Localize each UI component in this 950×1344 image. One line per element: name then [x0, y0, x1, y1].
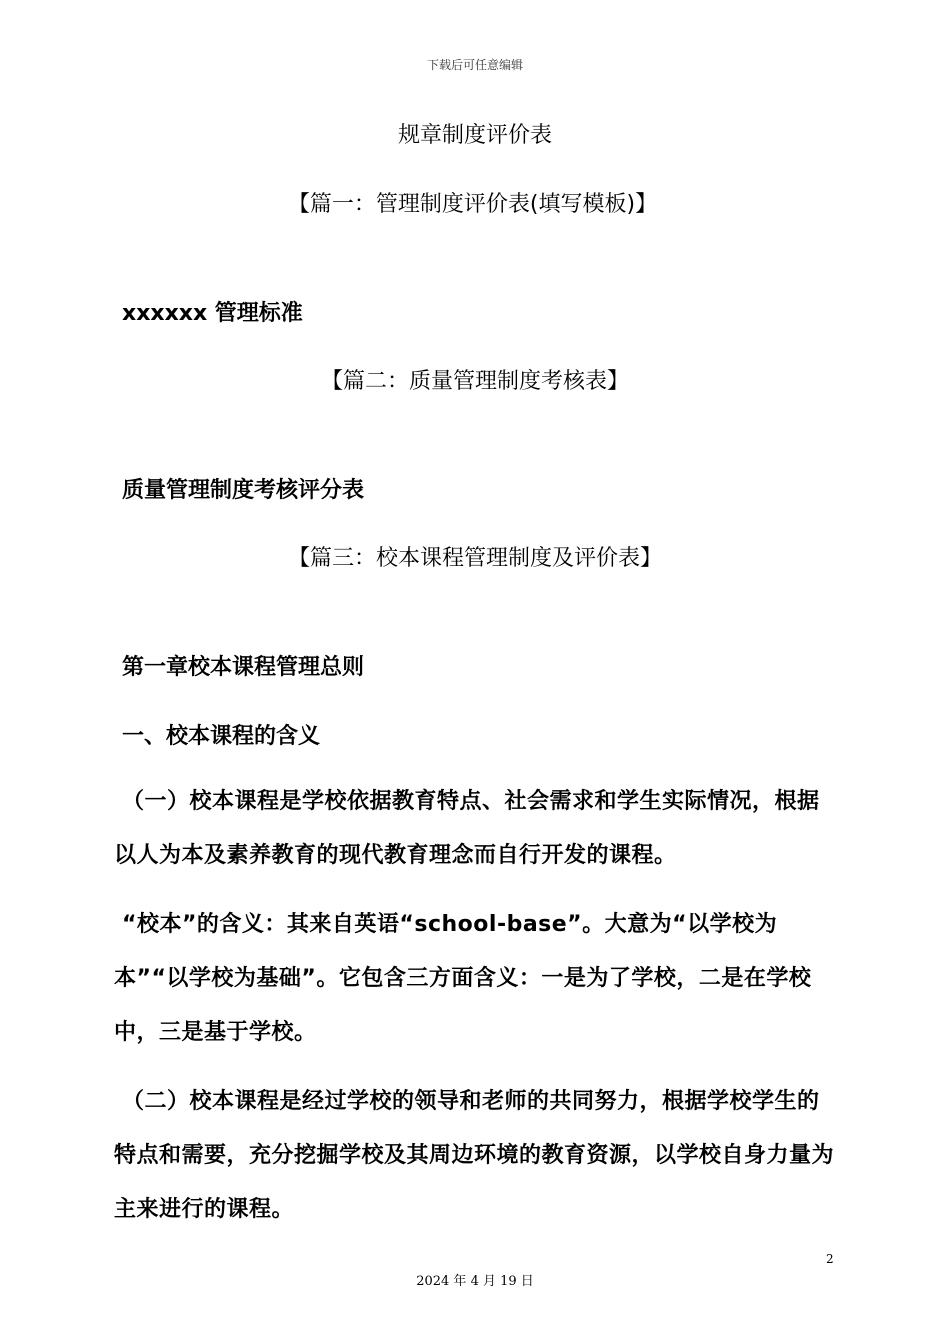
footer-date: 2024 年 4 月 19 日: [416, 1274, 534, 1289]
chapter-heading: 第一章校本课程管理总则: [122, 655, 365, 680]
score-table-heading: 质量管理制度考核评分表: [122, 478, 365, 503]
header-note: 下载后可任意编辑: [426, 58, 523, 72]
section-3-title: 【篇三：校本课程管理制度及评价表】: [287, 546, 662, 571]
paragraph-school-based-meaning: “校本”的含义：其来自英语“school-base”。大意为“以学校为本”“以学校为基础”。它包含三方面含义：一是为了学校，二是在学校中，三是基于学校。: [114, 912, 812, 1045]
paragraph-development: （二）校本课程是经过学校的领导和老师的共同努力，根据学校学生的特点和需要，充分挖掘学校及其周边环境的教育资源，以学校自身力量为主来进行的课程。: [114, 1089, 835, 1222]
section-2-title: 【篇二：质量管理制度考核表】: [320, 369, 629, 394]
section-1-title: 【篇一：管理制度评价表(填写模板)】: [287, 192, 658, 217]
standard-heading: xxxxxx 管理标准: [122, 301, 303, 326]
page-number: 2: [826, 1252, 834, 1266]
meaning-heading: 一、校本课程的含义: [122, 724, 321, 749]
document-title: 规章制度评价表: [397, 123, 552, 148]
paragraph-definition: （一）校本课程是学校依据教育特点、社会需求和学生实际情况，根据以人为本及素养教育的现代教育理念而自行开发的课程。: [114, 789, 820, 868]
